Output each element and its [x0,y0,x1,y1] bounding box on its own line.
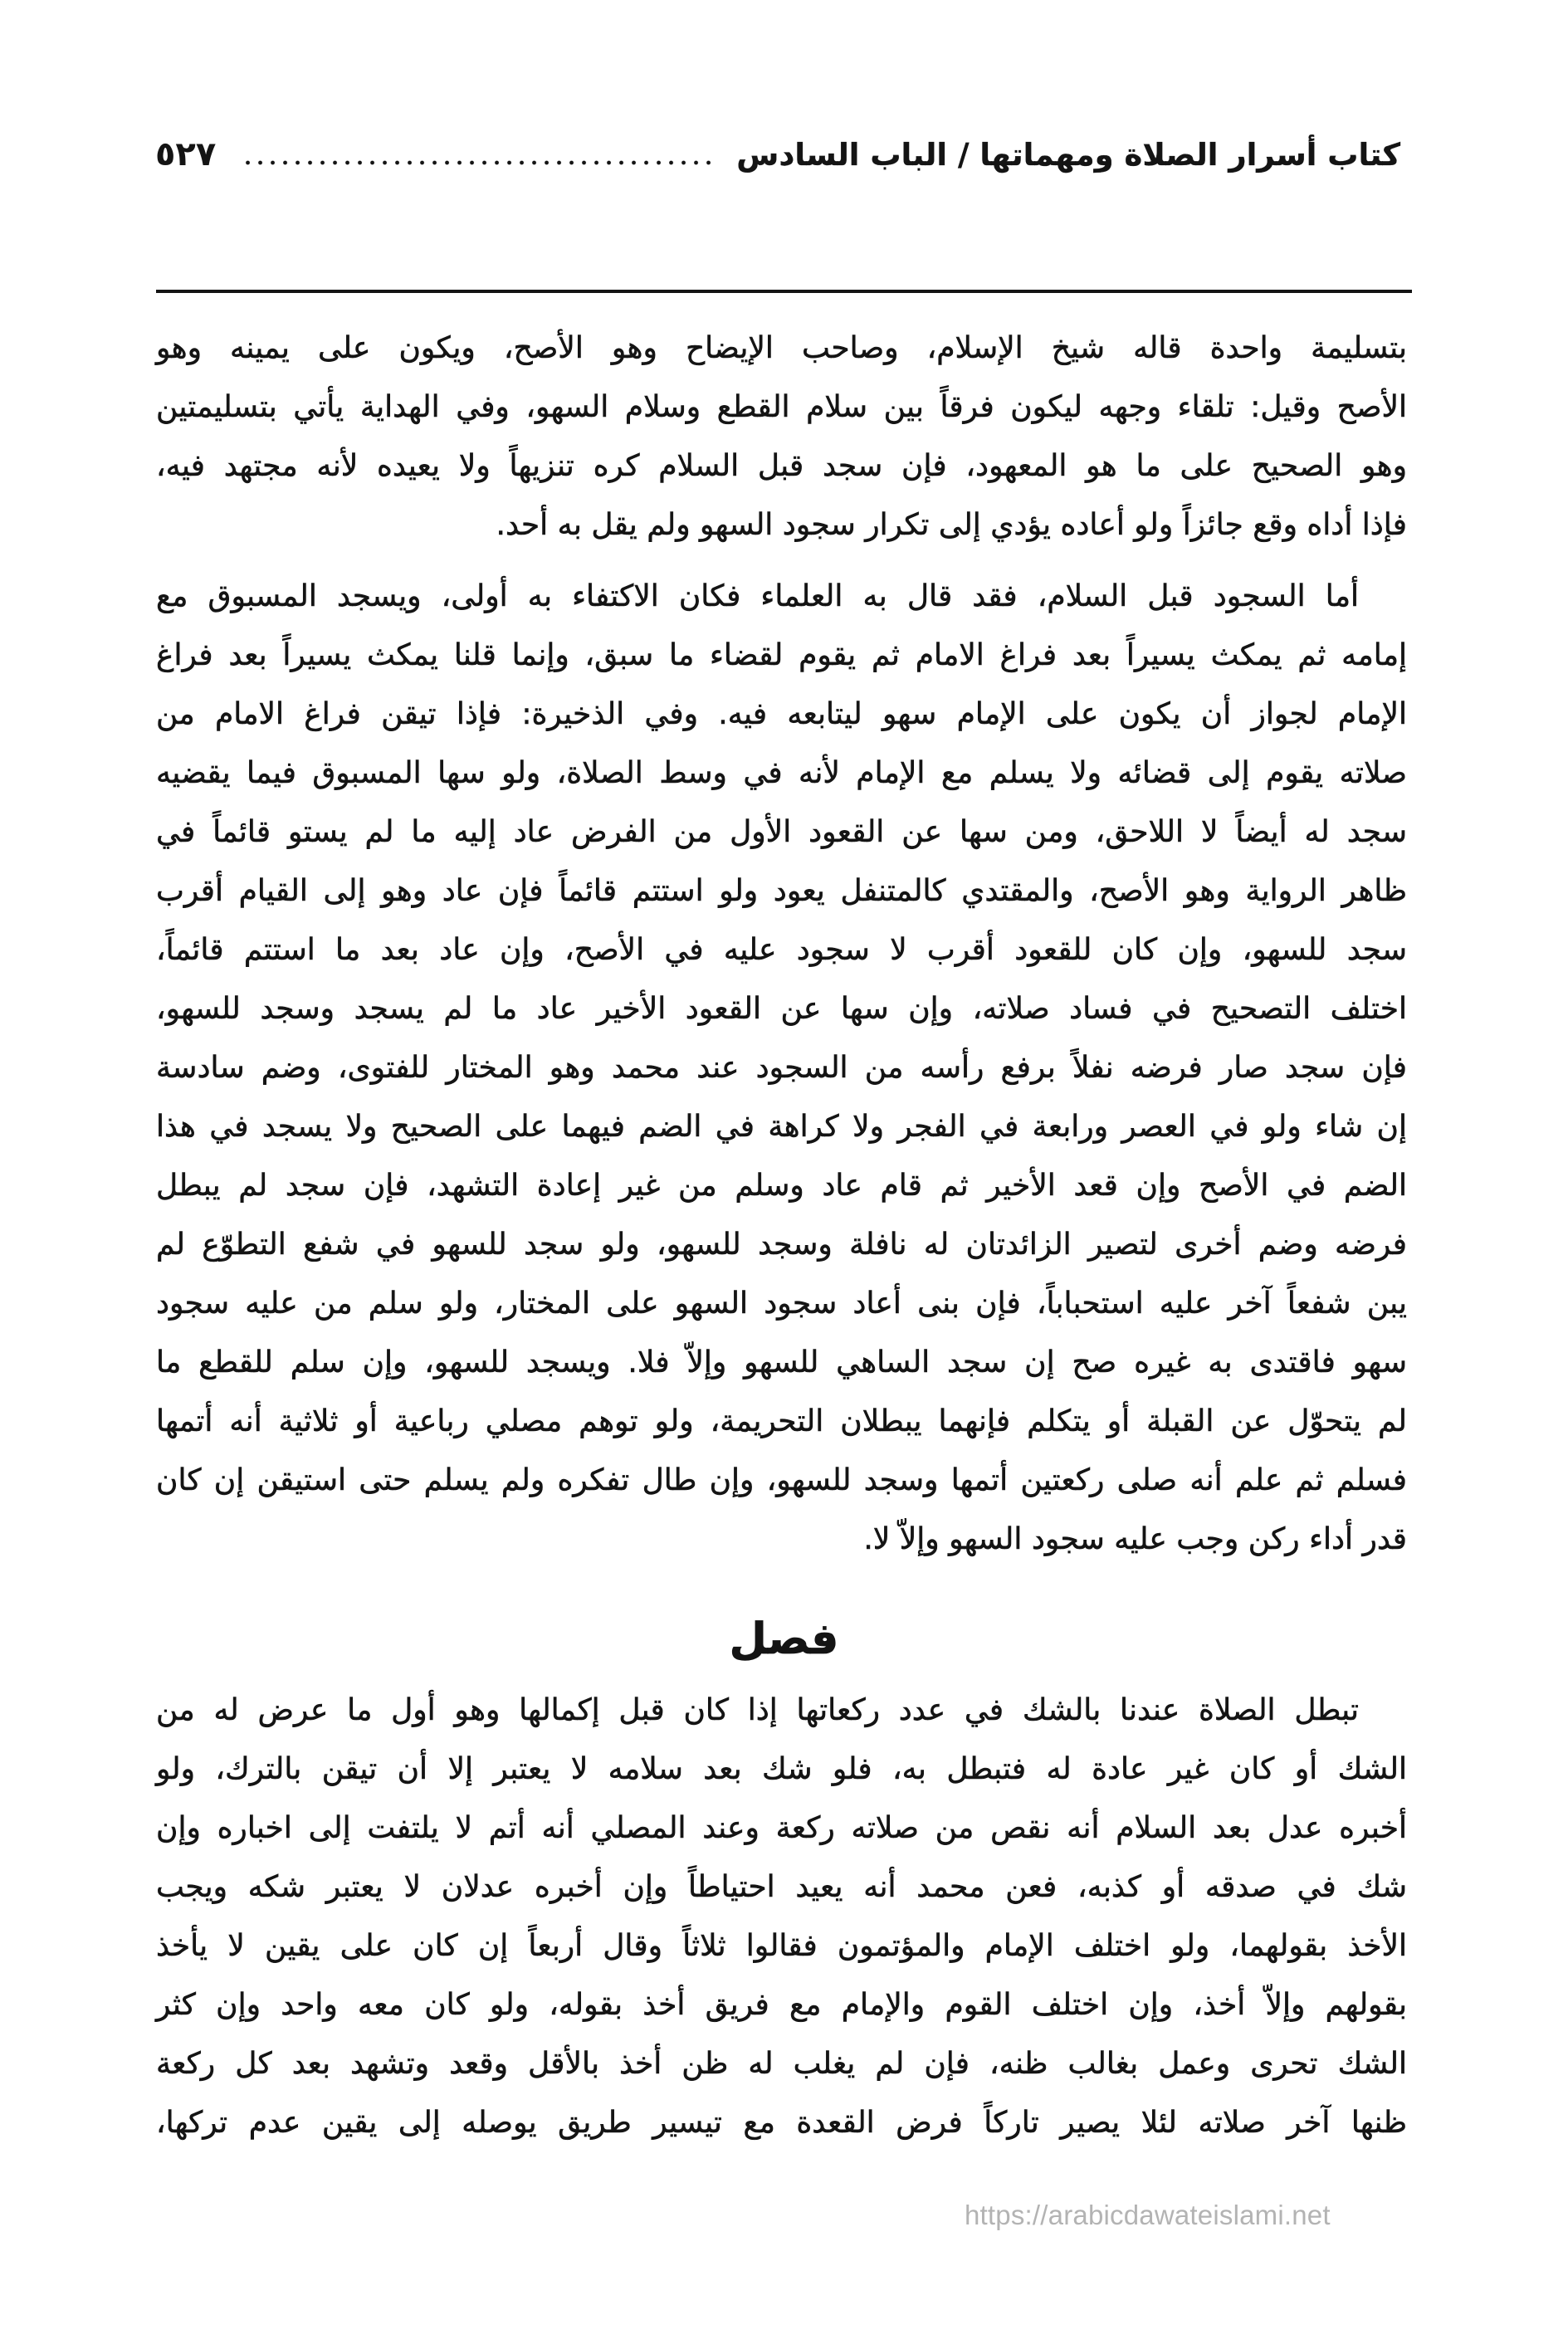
text-line: إمامه ثم يمكث يسيراً بعد فراغ الامام ثم يقوم لقضاء ما سبق، وإنما قلنا يمكث يسيراً بعد فراغ [156,638,1407,672]
text-line: الضم في الأصح وإن قعد الأخير ثم قام عاد وسلم من غير إعادة التشهد، فإن سجد لم يبطل [156,1169,1407,1203]
text-line: فإن سجد صار فرضه نفلاً برفع رأسه من السجود عند محمد وهو المختار للفتوى، وضم سادسة [156,1051,1407,1085]
text-line: فسلم ثم علم أنه صلى ركعتين أتمها وسجد للسهو، وإن طال تفكره ولم يسلم حتى استيقن إن كان [156,1463,1407,1497]
watermark-url: https://arabicdawateislami.net [965,2200,1331,2230]
section-heading: فصل [729,1614,839,1664]
dot-leader [244,160,715,165]
text-line: شك في صدقه أو كذبه، فعن محمد أنه يعيد احتياطاً وإن أخبره عدلان لا يعتبر شكه ويجب [156,1870,1407,1904]
text-line: لم يتحوّل عن القبلة أو يتكلم فإنهما يبطلان التحريمة، ولو توهم مصلي رباعية أو ثلاثية أنه أتمها [156,1404,1407,1438]
header-rule [156,290,1412,293]
text-line: سهو فاقتدى به غيره صح إن سجد الساهي للسهو وإلاّ فلا. ويسجد للسهو، وإن سلم للقطع ما [156,1345,1407,1380]
text-line: بقولهم وإلاّ أخذ، وإن اختلف القوم والإمام مع فريق أخذ بقوله، ولو كان معه واحد وإن كثر [156,1988,1407,2022]
text-line: فرضه وضم أخرى لتصير الزائدتان له نافلة وسجد للسهو، ولو سجد للسهو في شفع التطوّع لم [156,1228,1407,1262]
page-number: ٥٢٧ [155,135,217,173]
text-line: الشك أو كان غير عادة له فتبطل به، فلو شك بعد سلامه لا يعتبر إلا أن تيقن بالترك، ولو [156,1752,1407,1786]
text-line: فإذا أداه وقع جائزاً ولو أعاده يؤدي إلى تكرار سجود السهو ولم يقل به أحد. [496,508,1407,542]
text-line: إن شاء ولو في العصر ورابعة في الفجر ولا كراهة في الضم فيهما على الصحيح ولا يسجد في هذا [156,1110,1407,1144]
text-line: ظنها آخر صلاته لئلا يصير تاركاً فرض القعدة مع تيسير طريق يوصله إلى يقين عدم تركها، [156,2106,1407,2140]
text-line: وهو الصحيح على ما هو المعهود، فإن سجد قبل السلام كره تنزيهاً ولا يعيده لأنه مجتهد فيه، [156,449,1407,483]
paragraph-1 [156,319,1407,554]
text-line: الإمام لجواز أن يكون على الإمام سهو ليتابعه فيه. وفي الذخيرة: فإذا تيقن فراغ الامام من [156,697,1407,731]
text-line: تبطل الصلاة عندنا بالشك في عدد ركعاتها إذا كان قبل إكمالها وهو أول ما عرض له من [156,1693,1359,1727]
text-line: أخبره عدل بعد السلام أنه نقص من صلاته ركعة وعند المصلي أنه أتم لا يلتفت إلى اخباره وإن [156,1811,1407,1845]
text-line: يبن شفعاً آخر عليه استحباباً، فإن بنى أعاد سجود السهو على المختار، ولو سلم من عليه سجود [156,1287,1407,1321]
text-line: سجد للسهو، وإن كان للقعود أقرب لا سجود عليه في الأصح، وإن عاد بعد ما استتم قائماً، [156,933,1407,967]
section-paragraph-1 [156,1681,1407,2152]
text-line: ظاهر الرواية وهو الأصح، والمقتدي كالمتنفل يعود ولو استتم قائماً فإن عاد وهو إلى القيام أقرب [156,874,1407,908]
text-line: الشك تحرى وعمل بغالب ظنه، فإن لم يغلب له ظن أخذ بالأقل وقعد وتشهد بعد كل ركعة [156,2047,1407,2081]
text-line: الأصح وقيل: تلقاء وجهه ليكون فرقاً بين سلام القطع وسلام السهو، وفي الهداية يأتي بتسليمتين [156,390,1407,424]
text-line: اختلف التصحيح في فساد صلاته، وإن سها عن القعود الأخير عاد ما لم يسجد وسجد للسهو، [156,992,1407,1026]
running-head-title: كتاب أسرار الصلاة ومهماتها / الباب السادس [736,137,1400,173]
text-line: صلاته يقوم إلى قضائه ولا يسلم مع الإمام لأنه في وسط الصلاة، ولو سها المسبوق فيما يقضيه [156,756,1407,790]
paragraph-2 [156,567,1407,1569]
text-line: أما السجود قبل السلام، فقد قال به العلماء فكان الاكتفاء به أولى، ويسجد المسبوق مع [156,579,1359,613]
running-head [155,131,1400,178]
text-line: سجد له أيضاً لا اللاحق، ومن سها عن القعود الأول من الفرض عاد إليه ما لم يستو قائماً في [156,815,1407,849]
text-line: بتسليمة واحدة قاله شيخ الإسلام، وصاحب الإيضاح وهو الأصح، ويكون على يمينه وهو [156,331,1407,365]
text-line: الأخذ بقولهما، ولو اختلف الإمام والمؤتمون فقالوا ثلاثاً وقال أربعاً إن كان على يقين لا يأخذ [156,1929,1407,1963]
text-line: قدر أداء ركن وجب عليه سجود السهو وإلاّ لا. [863,1522,1407,1556]
